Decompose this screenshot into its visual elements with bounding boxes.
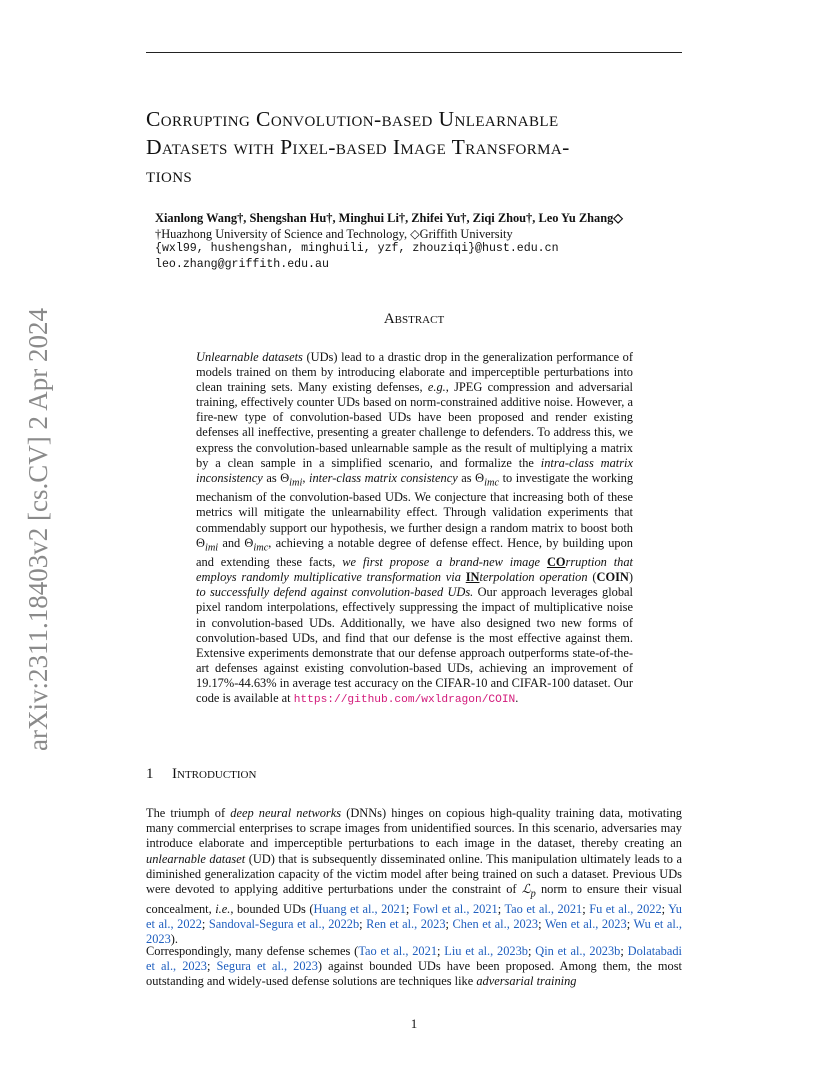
arxiv-watermark [18,293,54,753]
math-subscript: p [530,888,536,900]
citation-link[interactable]: Wu et al., 2023 [146,916,682,947]
emails-hust: {wxl99, hushengshan, minghuili, yzf, zhouziqi}@hust.edu.cn [155,242,559,255]
paragraph-text: The triumph of [146,806,231,820]
abstract-text: , [302,470,310,485]
citation-link[interactable]: Sandoval-Segura et al., 2022b [208,916,360,931]
abstract-text: as Θ [262,470,290,485]
title-line-1: Corrupting Convolution-based Unlearnable [146,107,559,131]
section-title: Introduction [172,766,257,782]
abstract-term: e.g. [427,380,446,395]
abstract-emphasis: terpolation operation [479,570,588,585]
intro-paragraph-2: Correspondingly, many defense schemes (Tao et al., 2021; Liu et al., 2023b; Qin et al., 2023b; Dolatabadi et al., 2023; Segura et al., 2023) against bounded UDs have been proposed. Among them, the most outstanding and widely-used defense solutions are techniques like adversarial training [146,944,683,989]
paragraph-text: ) against bounded UDs have been proposed. Among them, the most outstanding and widely-used defense solutions are techniques like [146,959,682,989]
paragraph-text: (UD) that is subsequently disseminated online. This manipulation ultimately leads to a diminished generalization capacity of the victim model after being trained on such a dataset. Previous UDs were devoted to applying additive perturbations under the constraint of [146,851,682,897]
citation-link[interactable]: Yu et al., 2022 [146,901,682,931]
abstract-text: to investigate the working mechanism of the convolution-based UDs. We conjecture that increasing both of these metrics will mitigate the unlearnability effect. Through validation experiments that commendably support our hypothesis, we further design a random matrix to boost both Θ [196,470,634,550]
paragraph-term: adversarial training [476,974,577,989]
citation-link[interactable]: Ren et al., 2023 [366,916,446,931]
abstract-text: and Θ [218,535,254,550]
abstract-emphasis: to successfully defend against convolution-based UDs. [196,585,474,600]
paragraph-text: Correspondingly, many defense schemes ( [146,944,359,958]
paragraph-term: deep neural networks [230,806,342,820]
abstract-emphasis: rruption that employs randomly multiplicative transformation via [196,555,634,585]
citation-link[interactable]: Chen et al., 2023 [452,916,539,931]
abstract-text: ) [628,570,633,585]
paragraph-text: (DNNs) hinges on copious high-quality training data, motivating many commercial enterprises to scrape images from unidentified sources. In this scenario, adversaries may introduce elaborate and imperceptible perturbations to each image in the dataset, thereby creating an [146,806,682,851]
paragraph-text: , bounded UDs ( [230,901,314,916]
abstract-text: as Θ [457,470,485,485]
paragraph-text: norm to ensure their visual concealment, [146,882,683,916]
paper-title [146,106,691,189]
abstract-term: intra-class matrix inconsistency [196,455,633,485]
paragraph-term: unlearnable dataset [146,851,246,866]
title-line-3: tions [146,162,193,187]
affiliations: †Huazhong University of Science and Technology, ◇Griffith University [155,227,513,241]
section-heading [146,766,256,783]
page-number: 1 [410,1016,418,1031]
abstract-text: Our approach leverages global pixel random interpolations, effectively suppressing the impact of multiplicative noise in convolution-based UDs. Additionally, we have also designed two new forms of convolution-based UDs, and find that our defense is the most effective against them. Extensive experiments demonstrate that our defense approach outperforms state-of-the-art defenses against existing convolution-based UDs, achieving an improvement of 19.17%-44.63% in average test accuracy on the CIFAR-10 and CIFAR-100 dataset. Our code is available at [196,585,633,705]
title-line-2: Datasets with Pixel-based Image Transforma- [146,134,570,159]
citation-link[interactable]: Fu et al., 2022 [589,901,662,916]
citation-link[interactable]: Liu et al., 2023b [444,944,529,958]
intro-paragraph-1: The triumph of deep neural networks (DNNs) hinges on copious high-quality training data, motivating many commercial enterprises to scrape images from unidentified sources. In this scenario, adversaries may introduce elaborate and imperceptible perturbations to each image in the dataset, thereby creating an unlearnable dataset (UD) that is subsequently disseminated online. This manipulation ultimately leads to a diminished generalization capacity of the victim model after being trained on such a dataset. Previous UDs were devoted to applying additive perturbations under the constraint of ℒ$_p$ norm to ensure their visual concealment, i.e., bounded UDs (Huang et al., 2021; Fowl et al., 2021; Tao et al., 2021; Fu et al., 2022; Yu et al., 2022; Sandoval-Segura et al., 2022b; Ren et al., 2023; Chen et al., 2023; Wen et al., 2023; Wu et al., 2023). [146,806,683,947]
abstract-emphasis: we first propose a brand-new image [342,555,547,570]
math-subscript: imc [484,477,500,489]
citation-link[interactable]: Wen et al., 2023 [544,916,627,931]
abstract-text: . [515,691,519,705]
arxiv-id-text: arXiv:2311.18403v2 [cs.CV] 2 Apr 2024 [23,308,53,751]
citation-link[interactable]: Dolatabadi et al., 2023 [146,944,683,974]
citation-link[interactable]: Fowl et al., 2021 [412,901,498,916]
math-subscript: imi [289,477,303,489]
author-list: Xianlong Wang†, Shengshan Hu†, Minghui Li†, Zhifei Yu†, Ziqi Zhou†, Leo Yu Zhang◇ [155,211,623,225]
abstract-text: ( [587,570,597,585]
abstract-heading: Abstract [383,311,445,327]
abstract-body [196,350,633,708]
email-griffith: leo.zhang@griffith.edu.au [155,258,329,271]
math-symbol: ℒ [521,882,531,897]
citation-link[interactable]: Segura et al., 2023 [216,959,318,974]
citation-link[interactable]: Tao et al., 2021 [504,901,583,916]
citation-link[interactable]: Tao et al., 2021 [358,944,438,958]
math-subscript: imi [204,542,219,554]
acronym-in: IN [465,570,480,585]
abstract-text: , achieving a notable degree of defense effect. Hence, by building upon and extending these facts, [196,535,633,570]
math-subscript: imc [253,542,269,554]
citation-link[interactable]: Huang et al., 2021 [313,901,406,916]
abstract-term: Unlearnable datasets [196,350,303,364]
top-rule [146,52,682,53]
paragraph-text: ). [170,932,179,947]
paragraph-term: i.e. [215,901,231,916]
code-link[interactable]: https://github.com/wxldragon/COIN [293,694,516,706]
abstract-text: (UDs) lead to a drastic drop in the generalization performance of models trained on them by introducing elaborate and imperceptible perturbations into clean training sets. Many existing defenses, [196,350,634,395]
abstract-text: , JPEG compression and adversarial training, effectively counter UDs based on norm-constrained additive noise. However, a fire-new type of convolution-based UDs have been proposed and render existing defenses all ineffective, presenting a greater challenge to defenders. To address this, we express the convolution-based unlearnable sample as the result of multiplying a matrix by a clean sample in a simplified scenario, and formalize the [196,380,633,470]
section-number: 1 [146,766,154,782]
method-name: COIN [596,570,629,585]
acronym-co: CO [546,555,566,570]
citation-link[interactable]: Qin et al., 2023b [535,944,621,958]
abstract-term: inter-class matrix consistency [309,470,458,485]
